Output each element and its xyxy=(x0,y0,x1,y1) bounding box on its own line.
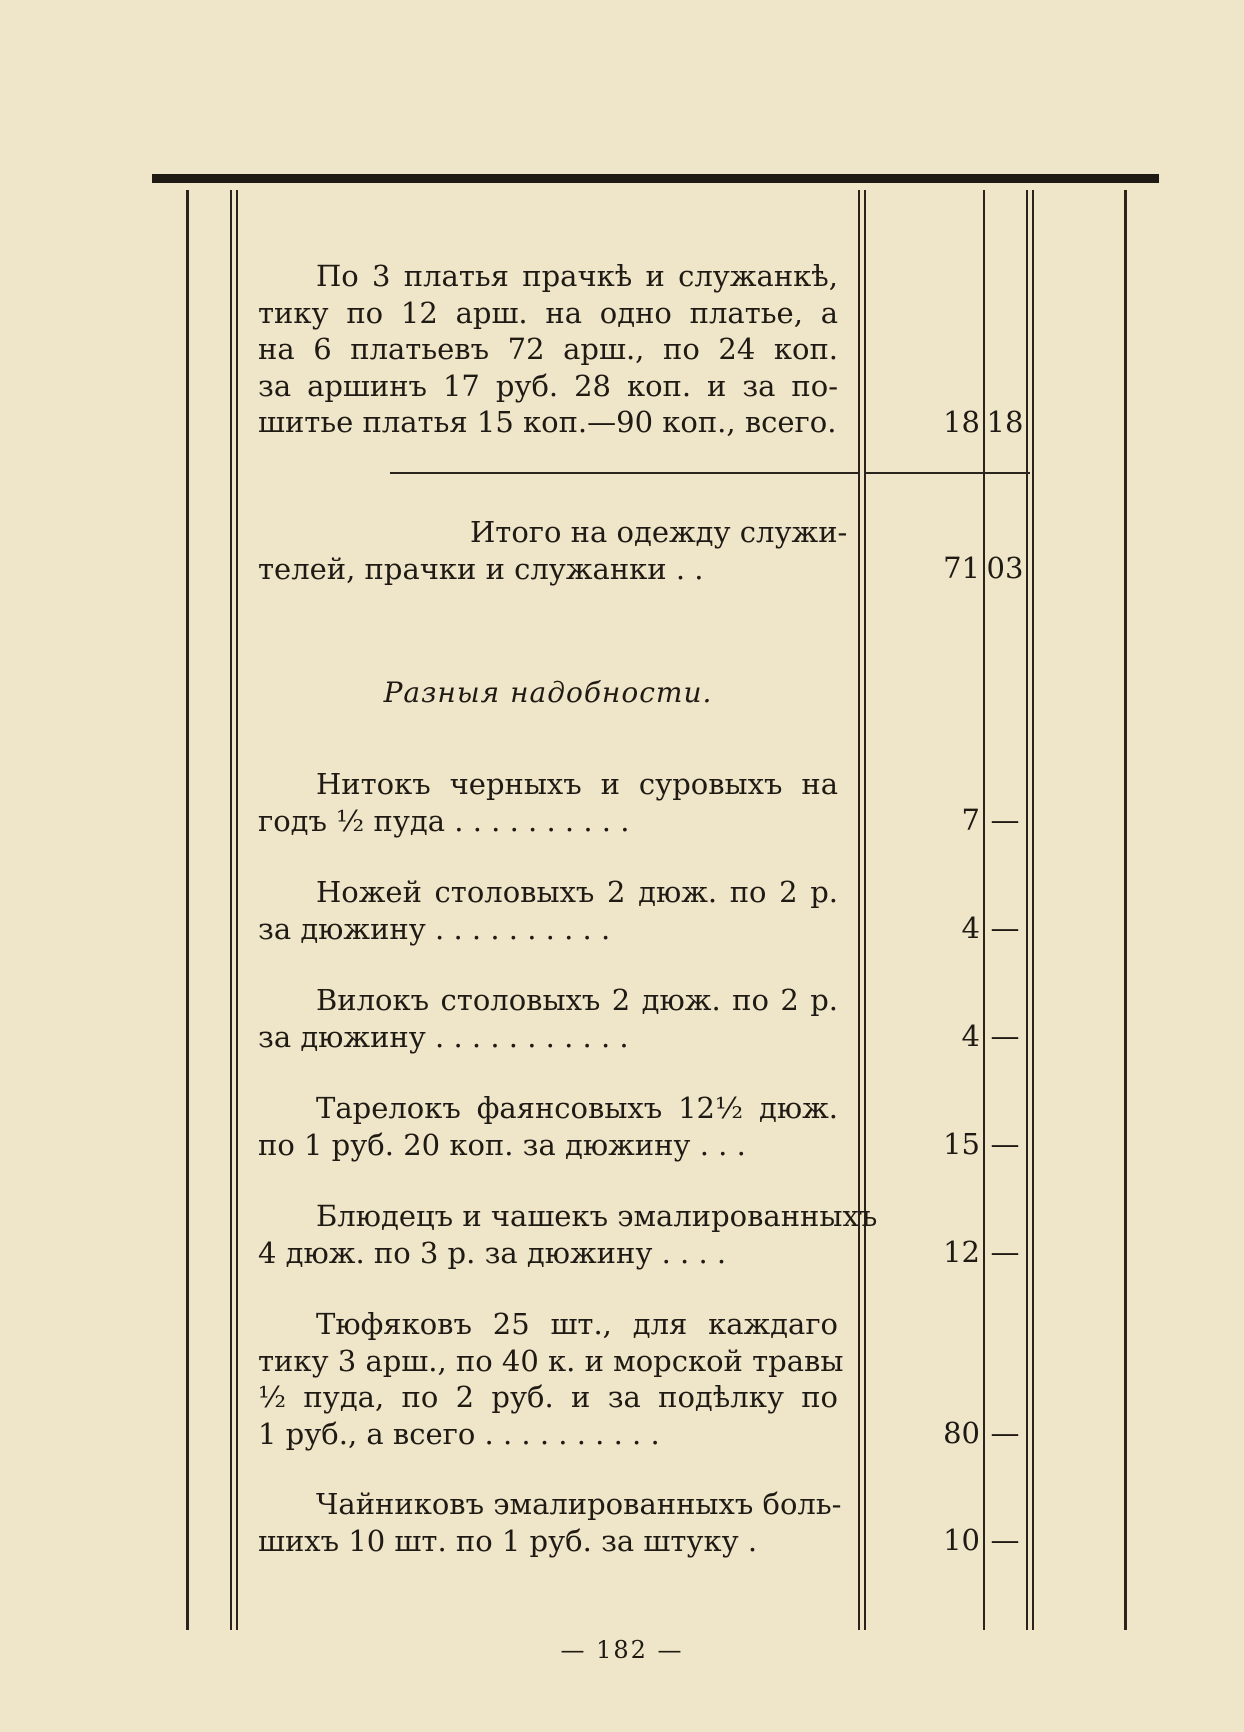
left-border-inner-2 xyxy=(236,190,238,1630)
kopecks-right-rule-1 xyxy=(1026,190,1028,1630)
entry-line: за дюжину . . . . . . . . . . . xyxy=(258,1019,629,1054)
entry-subtotal-clothing xyxy=(258,514,848,587)
amount-rubles: 18 xyxy=(943,405,980,439)
entry-line: годъ ½ пуда . . . . . . . . . . xyxy=(258,803,630,838)
amount-kopecks: — xyxy=(990,911,1020,945)
rubles-column-rule-1 xyxy=(858,190,860,1630)
amount-rubles: 7 xyxy=(961,803,980,837)
amount-kopecks: 03 xyxy=(986,551,1024,585)
entry-line: по 1 руб. 20 коп. за дюжину . . . xyxy=(258,1127,746,1162)
top-rule xyxy=(152,174,1159,183)
amount-kopecks: — xyxy=(990,1235,1020,1269)
entry-forks xyxy=(258,982,838,1055)
left-border-inner-1 xyxy=(230,190,232,1630)
entry-teapots xyxy=(258,1486,842,1559)
entry-line: Тарелокъ фаянсовыхъ 12½ дюж. xyxy=(316,1091,838,1125)
entry-line: телей, прачки и служанки . . xyxy=(258,551,704,586)
entry-line: Вилокъ столовыхъ 2 дюж. по 2 р. xyxy=(316,983,838,1017)
right-border-outer xyxy=(1124,190,1127,1630)
entry-line: на 6 платьевъ 72 арш., по 24 коп. xyxy=(258,332,838,366)
kopecks-right-rule-2 xyxy=(1032,190,1034,1630)
amount-rubles: 80 xyxy=(943,1416,980,1450)
amount-kopecks: — xyxy=(990,1127,1020,1161)
entry-line: ½ пуда, по 2 руб. и за подѣлку по xyxy=(258,1380,838,1414)
entry-line: По 3 платья прачкѣ и служанкѣ, xyxy=(316,259,838,293)
entry-line: Тюфяковъ 25 шт., для каждаго xyxy=(316,1307,838,1341)
amount-rubles: 71 xyxy=(943,551,980,585)
entry-threads xyxy=(258,766,838,839)
entry-line: за дюжину . . . . . . . . . . xyxy=(258,911,611,946)
amount-kopecks: — xyxy=(990,1523,1020,1557)
amount-kopecks: — xyxy=(990,1019,1020,1053)
entry-line: тику по 12 арш. на одно платье, а xyxy=(258,295,838,330)
entry-saucers-cups xyxy=(258,1198,878,1271)
entry-line: шитье платья 15 коп.—90 коп., всего. xyxy=(258,405,837,439)
subtotal-rule-text xyxy=(390,472,858,474)
amount-rubles: 12 xyxy=(943,1235,980,1269)
amount-rubles: 15 xyxy=(943,1127,980,1161)
entry-line: Блюдецъ и чашекъ эмалированныхъ xyxy=(316,1199,878,1233)
left-border-outer xyxy=(186,190,189,1630)
entry-laundress-dresses xyxy=(258,258,838,441)
entry-line: Чайниковъ эмалированныхъ боль- xyxy=(316,1487,842,1521)
entry-line: Ножей столовыхъ 2 дюж. по 2 р. xyxy=(316,875,838,909)
entry-line: 1 руб., а всего . . . . . . . . . . xyxy=(258,1416,660,1451)
entry-line: тику 3 арш., по 40 к. и морской травы xyxy=(258,1343,844,1378)
page-number: — 182 — xyxy=(560,1636,684,1664)
section-title: Разныя надобности. xyxy=(383,676,713,709)
entry-plates xyxy=(258,1090,838,1163)
entry-line: Нитокъ черныхъ и суровыхъ на xyxy=(316,767,838,801)
amount-rubles: 4 xyxy=(961,1019,980,1053)
entry-line: 4 дюж. по 3 р. за дюжину . . . . xyxy=(258,1235,727,1270)
subtotal-rule-amount xyxy=(864,472,1030,474)
entry-line: Итого на одежду служи- xyxy=(470,515,848,549)
entry-line: шихъ 10 шт. по 1 руб. за штуку . xyxy=(258,1523,758,1558)
entry-line: за аршинъ 17 руб. 28 коп. и за по- xyxy=(258,368,838,403)
amount-rubles: 10 xyxy=(943,1523,980,1557)
entry-knives xyxy=(258,874,838,947)
entry-mattresses xyxy=(258,1306,844,1452)
amount-rubles: 4 xyxy=(961,911,980,945)
amount-kopecks: — xyxy=(990,803,1020,837)
amount-kopecks: 18 xyxy=(986,405,1024,439)
amount-kopecks: — xyxy=(990,1416,1020,1450)
